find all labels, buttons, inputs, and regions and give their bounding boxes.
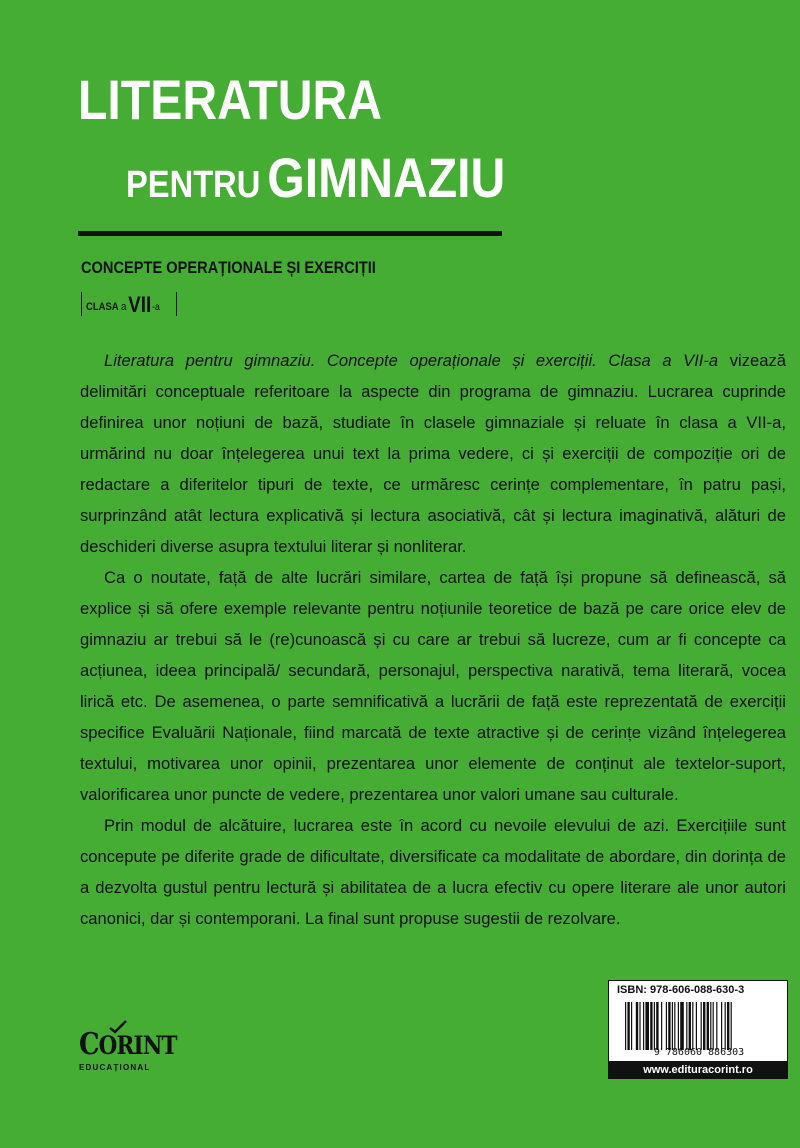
publisher-logo xyxy=(79,1027,193,1072)
title-pentru: PENTRU xyxy=(126,164,261,206)
publisher-tagline: EDUCAȚIONAL xyxy=(79,1063,151,1072)
title-gimnaziu: GIMNAZIU xyxy=(267,146,506,209)
description-paragraph-3: Prin modul de alcătuire, lucrarea este în acord cu nevoile elevului de azi. Exercițiile sunt concepute pe diferite grade de dificultate, diversificate ca modalitate de abordare, din dorința de a dezvolta gustul pentru lectură și abilitatea de a lucra efectiv cu opere literare ale unor autori canonici, dar și contemporani. La final sunt propuse sugestii de rezolvare. xyxy=(80,816,786,928)
publisher-name: CORINT xyxy=(79,1027,177,1062)
barcode-bar xyxy=(721,1002,722,1050)
publisher-url: www.edituracorint.ro xyxy=(608,1061,788,1079)
barcode-bar xyxy=(650,1002,652,1050)
barcode-bar xyxy=(703,1002,705,1050)
paragraph-1-text: vizează delimitări conceptuale referitoare la aspecte din programa de gimnaziu. Lucrarea cuprinde definirea unor noțiuni de bază, studiate în clasele gimnaziale și reluate în clasa a VII-a, urmărind nu doar înțelegerea unui text la prima vedere, ci și exerciții de compoziție ori de redactare a diferitelor tipuri de texte, ce urmăresc cerințe complementare, în patru pași, surprinzând atât lectura explicativă și lectura asociativă, cât și lectura imaginativă, alături de deschideri diverse asupra textului literar și nonliterar. xyxy=(80,351,787,556)
barcode-digits: 9 786060 886303 xyxy=(653,1047,745,1058)
grade-suffix: -a xyxy=(152,302,160,313)
description-paragraph-2: Ca o noutate, față de alte lucrări similare, cartea de față își propune să definească, să explice și să ofere exemple relevante pentru noțiunile teoretice de bază pe care orice elev de gimnaziu ar trebui să le (re)cunoască și cu care ar trebui să lucreze, cum ar fi concepte ca acțiunea, ideea principală/ secundară, personajul, perspectiva narativă, tema literară, vocea lirică etc. De asemenea, o parte semnificativă a lucrării de față este reprezentată de exerciții specifice Evaluării Naționale, fiind marcată de texte atractive și de cerințe vizând înțelegerea textului, motivarea unor opinii, prezentarea unor elemente de conținut ale textelor-suport, valorificarea unor puncte de vedere, prezentarea unor valori umane sau culturale. xyxy=(80,568,786,804)
barcode-bar xyxy=(631,1002,632,1050)
barcode-bar xyxy=(731,1002,732,1050)
barcode-bars xyxy=(625,1002,781,1050)
barcode-bar xyxy=(639,1002,640,1050)
barcode-bar xyxy=(707,1002,709,1050)
barcode-bar xyxy=(716,1002,717,1050)
title-literatura: LITERATURA xyxy=(78,68,383,131)
grade-badge xyxy=(81,292,177,316)
barcode-bar xyxy=(678,1002,679,1050)
grade-roman: VII xyxy=(128,292,152,317)
book-title-italic: Literatura pentru gimnaziu. Concepte operaționale și exerciții. Clasa a VII-a xyxy=(104,351,719,370)
title-pentru-gimnaziu xyxy=(126,146,506,209)
barcode-bar xyxy=(668,1002,670,1050)
barcode-bar xyxy=(727,1002,729,1050)
description xyxy=(80,345,786,934)
barcode-bar xyxy=(692,1002,693,1050)
barcode-bar xyxy=(686,1002,687,1050)
barcode-bar xyxy=(701,1002,702,1050)
description-paragraph-1 xyxy=(80,345,786,562)
barcode-bar xyxy=(689,1002,691,1050)
barcode-bar xyxy=(643,1002,644,1050)
barcode-bar xyxy=(661,1002,662,1050)
title-divider xyxy=(78,231,502,236)
barcode-bar xyxy=(625,1002,626,1050)
barcode-bar xyxy=(645,1002,649,1050)
barcode-bar xyxy=(680,1002,684,1050)
barcode-bar xyxy=(636,1002,638,1050)
barcode-bar xyxy=(666,1002,667,1050)
barcode-bar xyxy=(656,1002,658,1050)
grade-label: CLASA xyxy=(86,301,119,313)
barcode-bar xyxy=(725,1002,726,1050)
barcode-bar xyxy=(672,1002,673,1050)
barcode-bar xyxy=(627,1002,629,1050)
grade-a: a xyxy=(121,301,127,313)
isbn-label: ISBN: 978-606-088-630-3 xyxy=(617,984,745,996)
subtitle: CONCEPTE OPERAȚIONALE ȘI EXERCIȚII xyxy=(81,258,376,277)
barcode-bar xyxy=(674,1002,675,1050)
barcode-bar xyxy=(696,1002,697,1050)
barcode-bar xyxy=(713,1002,714,1050)
barcode-bar xyxy=(710,1002,711,1050)
barcode-bar xyxy=(654,1002,655,1050)
